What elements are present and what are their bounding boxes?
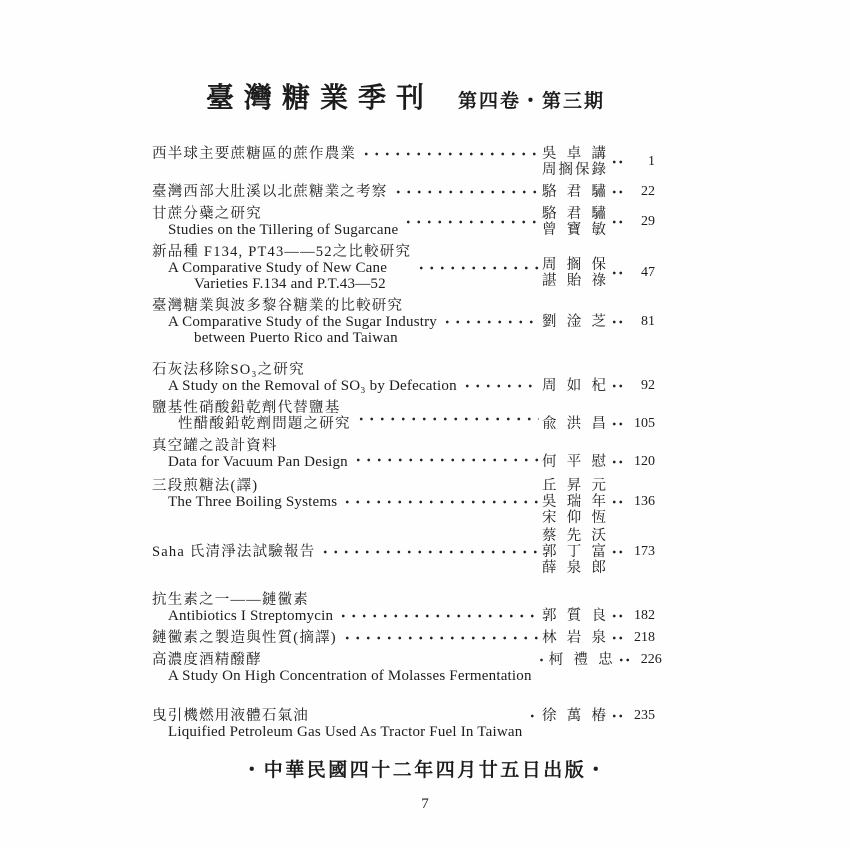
- author-name: 林岩泉: [542, 630, 606, 646]
- entry-title-english: Data for Vacuum Pan Design: [168, 454, 348, 470]
- author-name: 周如杞: [542, 378, 606, 394]
- page-leader-dots: [611, 547, 623, 557]
- entry-title-chinese: Saha 氏清淨法試驗報告: [152, 544, 316, 560]
- entry-title-chinese: 臺灣西部大肚溪以北蔗糖業之考察: [152, 184, 388, 200]
- author-name: 吳卓講: [542, 146, 606, 162]
- entry-page-number: 218: [634, 630, 655, 645]
- entry-page-number: 136: [634, 494, 655, 509]
- publication-date-line: ・中華民國四十二年四月廿五日出版・: [242, 760, 608, 781]
- author-names: [542, 708, 606, 724]
- entry-authors-page: [542, 630, 655, 646]
- author-name: 周搁保: [542, 256, 606, 273]
- dot-leader: [536, 655, 546, 665]
- entry-title-english: The Three Boiling Systems: [168, 494, 338, 510]
- toc-entry-11: [152, 592, 655, 624]
- dot-leader: [441, 317, 539, 327]
- entry-page-number: 29: [641, 214, 655, 229]
- toc-entry-3: [152, 206, 655, 238]
- author-name: 蔡先沃: [542, 528, 606, 544]
- author-name: 吳瑞年: [542, 494, 606, 510]
- entry-titles: [152, 206, 398, 238]
- dot-leader: [355, 414, 539, 424]
- author-name: 薛泉郎: [542, 560, 606, 576]
- entry-title-chinese: 曳引機燃用液體石氣油: [152, 708, 309, 724]
- author-name: 丘昇元: [542, 478, 606, 494]
- entry-title-english: A Study on the Removal of SO₃ by Defecation: [168, 378, 457, 394]
- toc-entry-4: [152, 244, 655, 292]
- page-leader-dots: [611, 217, 623, 227]
- entry-title-english: A Study On High Concentration of Molasses Fermentation: [168, 668, 532, 684]
- dot-leader: [341, 633, 539, 643]
- toc-entry-2: [152, 184, 655, 200]
- page-leader-dots: [611, 611, 623, 621]
- author-name: 徐萬椿: [542, 708, 606, 724]
- journal-title: 臺灣糖業季刊: [206, 83, 435, 114]
- dot-leader: [402, 217, 539, 227]
- entry-titles: [152, 652, 532, 684]
- page-leader-dots: [611, 711, 623, 721]
- entry-title-chinese: 三段煎糖法(譯): [152, 478, 259, 494]
- entry-authors-page: [542, 206, 655, 238]
- author-names: [542, 416, 606, 432]
- entry-authors-page: [542, 184, 655, 200]
- page-leader-dots: [611, 381, 623, 391]
- entry-page-number: 182: [634, 608, 655, 623]
- toc-entry-6: [152, 362, 655, 394]
- entry-title-english: between Puerto Rico and Taiwan: [194, 330, 398, 346]
- entry-title-chinese: 臺灣糖業與波多黎谷糖業的比較研究: [152, 298, 404, 314]
- entry-title-chinese: 西半球主要蔗糖區的蔗作農業: [152, 146, 357, 162]
- dot-leader: [415, 263, 539, 273]
- author-name: 何平慰: [542, 454, 606, 470]
- entry-title-english: A Comparative Study of New Cane: [168, 260, 388, 276]
- entry-page-number: 1: [648, 154, 655, 169]
- entry-title-english: Varieties F.134 and P.T.43—52: [194, 276, 386, 292]
- entry-authors-page: [542, 454, 655, 470]
- entry-title-chinese: 鏈黴素之製造與性質(摘譯): [152, 630, 337, 646]
- entry-title-chinese: 性醋酸鉛乾劑問題之研究: [178, 416, 351, 432]
- entry-page-number: 47: [641, 264, 655, 280]
- entry-titles: [152, 146, 356, 162]
- volume-issue-label: 第四卷・第三期: [458, 91, 606, 112]
- author-name: 劉淦芝: [542, 314, 606, 330]
- entry-title-english: Studies on the Tillering of Sugarcane: [168, 222, 399, 238]
- toc-entry-7: [152, 400, 655, 432]
- toc-entry-13: [152, 652, 662, 684]
- author-name: 宋仰恆: [542, 510, 606, 526]
- entry-authors-page: [542, 478, 655, 526]
- author-names: [542, 478, 606, 526]
- author-name: 郭質良: [542, 608, 606, 624]
- entry-authors-page: [542, 257, 655, 289]
- entry-titles: [152, 592, 333, 624]
- entry-title-chinese: 真空罐之設計資料: [152, 438, 278, 454]
- author-names: [549, 652, 613, 668]
- entry-titles: [152, 400, 351, 432]
- entry-page-number: 92: [641, 378, 655, 393]
- entry-titles: [152, 478, 337, 510]
- author-names: [542, 608, 606, 624]
- dot-leader: [526, 711, 539, 721]
- entry-title-chinese: 新品種 F134, PT43——52之比較研究: [152, 244, 412, 260]
- entry-titles: [152, 708, 522, 740]
- author-name: 柯禮忠: [548, 652, 613, 668]
- author-name: 郭丁富: [542, 544, 606, 560]
- page-number: 7: [421, 796, 429, 812]
- entry-page-number: 226: [640, 652, 662, 667]
- entry-authors-page: [549, 652, 662, 668]
- entry-titles: [152, 362, 457, 394]
- entry-page-number: 22: [641, 184, 655, 199]
- page-leader-dots: [611, 457, 623, 467]
- author-names: [542, 257, 606, 289]
- entry-page-number: 235: [634, 708, 655, 723]
- entry-authors-page: [542, 314, 655, 330]
- entry-titles: [152, 630, 337, 646]
- dot-leader: [360, 149, 539, 159]
- author-name: 駱君驌: [542, 206, 606, 222]
- entry-authors-page: [542, 708, 655, 724]
- entry-title-chinese: 高濃度酒精醱酵: [152, 652, 262, 668]
- author-names: [542, 528, 606, 576]
- page-leader-dots: [611, 317, 623, 327]
- author-names: [542, 314, 606, 330]
- entry-title-english: A Comparative Study of the Sugar Industry: [168, 314, 438, 330]
- entry-title-chinese: 鹽基性硝酸鉛乾劑代替鹽基: [152, 400, 341, 416]
- dot-leader: [337, 611, 539, 621]
- author-name: 周搁保錄: [542, 162, 606, 178]
- entry-titles: [152, 298, 437, 346]
- toc-entry-14: [152, 708, 655, 740]
- author-name: 曾寶敏: [542, 222, 606, 238]
- author-names: [542, 630, 606, 646]
- toc-entry-1: [152, 146, 655, 178]
- entry-page-number: 105: [634, 416, 655, 431]
- page-leader-dots: [611, 633, 623, 643]
- page-content: [152, 76, 662, 740]
- entry-page-number: 173: [634, 544, 655, 559]
- toc-entry-5: [152, 298, 655, 346]
- dot-leader: [319, 547, 539, 557]
- entry-title-english: Antibiotics I Streptomycin: [168, 608, 334, 624]
- entry-authors-page: [542, 146, 655, 178]
- toc-list: [152, 146, 662, 740]
- page-leader-dots: [611, 419, 623, 429]
- entry-titles: [152, 438, 348, 470]
- author-name: 諶貽祿: [542, 272, 606, 289]
- toc-entry-8: [152, 438, 655, 470]
- author-names: [542, 146, 606, 178]
- toc-entry-12: [152, 630, 655, 646]
- page-leader-dots: [611, 187, 623, 197]
- dot-leader: [461, 381, 539, 391]
- entry-title-chinese: 抗生素之一——鏈黴素: [152, 592, 309, 608]
- author-name: 兪洪昌: [542, 416, 606, 432]
- entry-titles: [152, 544, 315, 560]
- entry-titles: [152, 244, 411, 292]
- entry-titles: [152, 184, 388, 200]
- toc-entry-10: [152, 528, 655, 576]
- page-leader-dots: [611, 157, 623, 167]
- entry-page-number: 81: [641, 314, 655, 329]
- entry-authors-page: [542, 608, 655, 624]
- page-leader-dots: [611, 268, 623, 278]
- page-leader-dots: [618, 655, 630, 665]
- author-names: [542, 454, 606, 470]
- entry-page-number: 120: [634, 454, 655, 469]
- dot-leader: [352, 455, 539, 465]
- entry-authors-page: [542, 378, 655, 394]
- entry-authors-page: [542, 528, 655, 576]
- entry-title-english: Liquified Petroleum Gas Used As Tractor Fuel In Taiwan: [168, 724, 523, 740]
- page-leader-dots: [611, 497, 623, 507]
- author-names: [542, 206, 606, 238]
- author-names: [542, 378, 606, 394]
- author-name: 駱君驌: [542, 184, 606, 200]
- dot-leader: [341, 497, 539, 507]
- entry-authors-page: [542, 416, 655, 432]
- author-names: [542, 184, 606, 200]
- entry-title-chinese: 石灰法移除SO₃之研究: [152, 362, 305, 378]
- entry-title-chinese: 甘蔗分蘗之研究: [152, 206, 262, 222]
- dot-leader: [392, 187, 540, 197]
- journal-header: [206, 76, 655, 116]
- toc-entry-9: [152, 478, 655, 526]
